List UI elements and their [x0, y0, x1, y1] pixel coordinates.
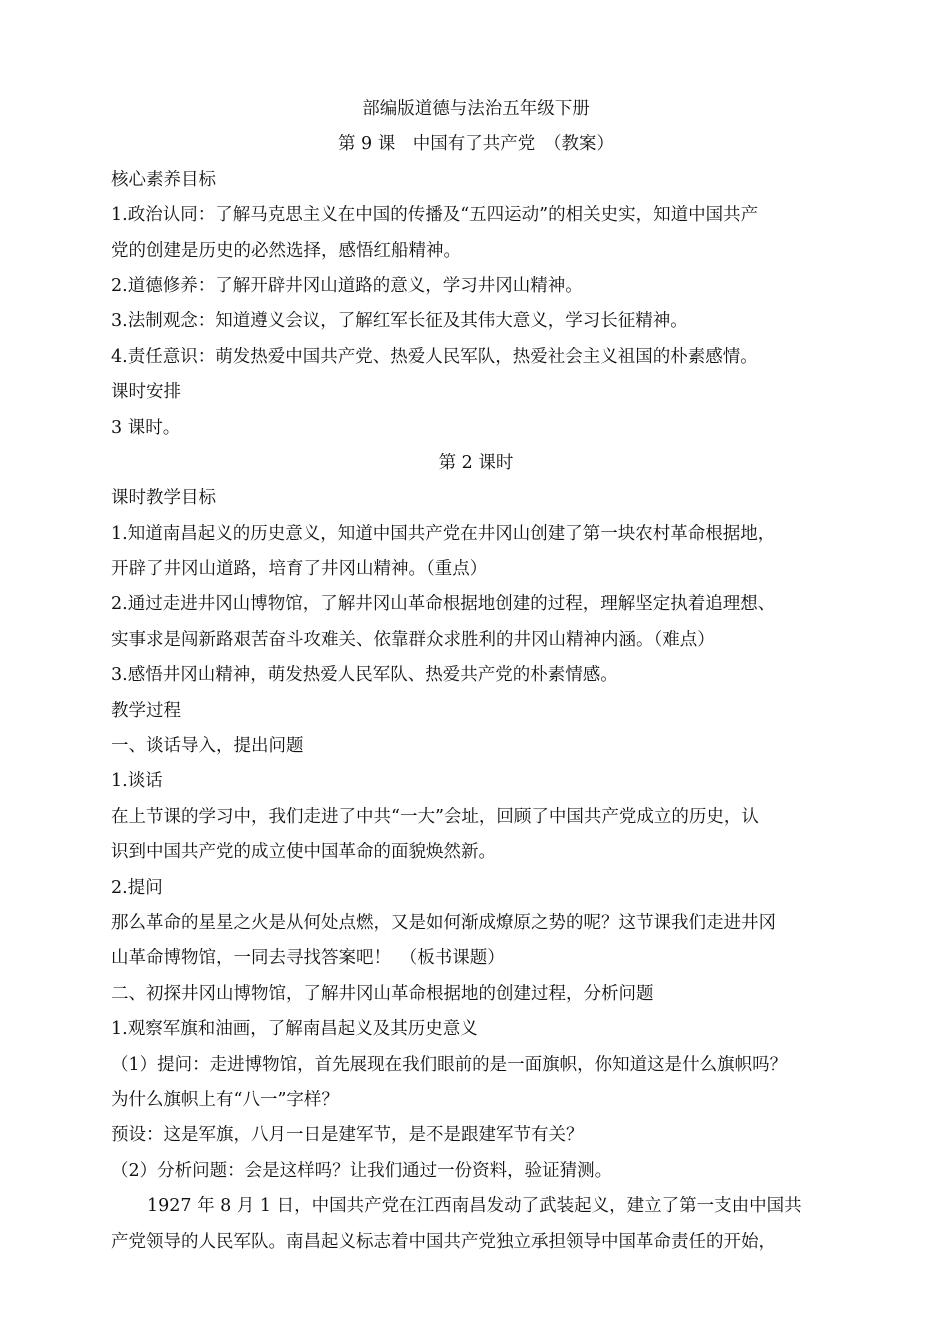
paragraph-line: 山革命博物馆，一同去寻找答案吧！ （板书课题）: [111, 948, 505, 969]
paragraph-line: 3.感悟井冈山精神，萌发热爱人民军队、热爱共产党的朴素情感。: [111, 665, 618, 686]
paragraph-line: 1927 年 8 月 1 日，中国共产党在江西南昌发动了武装起义，建立了第一支由中国共: [147, 1196, 802, 1217]
section-heading: 核心素养目标: [111, 169, 216, 190]
section-heading: 课时教学目标: [111, 488, 216, 509]
paragraph-line: 1.知道南昌起义的历史意义，知道中国共产党在井冈山创建了第一块农村革命根据地，: [111, 523, 776, 544]
paragraph-line: （1）提问：走进博物馆，首先展现在我们眼前的是一面旗帜，你知道这是什么旗帜吗？: [111, 1054, 788, 1075]
document-title: 部编版道德与法治五年级下册: [362, 99, 590, 119]
section-heading: 课时安排: [111, 382, 181, 403]
paragraph-line: 产党领导的人民军队。南昌起义标志着中国共产党独立承担领导中国革命责任的开始，: [111, 1231, 776, 1252]
paragraph-line: 为什么旗帜上有“八一”字样？: [111, 1089, 339, 1110]
paragraph-line: 4.责任意识：萌发热爱中国共产党、热爱人民军队，热爱社会主义祖国的朴素感情。: [111, 346, 758, 367]
paragraph-line: 实事求是闯新路艰苦奋斗攻难关、依靠群众求胜利的井冈山精神内涵。（难点）: [111, 629, 715, 650]
paragraph-line: 开辟了井冈山道路，培育了井冈山精神。（重点）: [111, 559, 488, 580]
document-page: [111, 92, 841, 1260]
paragraph-line: （2）分析问题：会是这样吗？让我们通过一份资料，验证猜测。: [111, 1160, 613, 1181]
paragraph-line: 1.观察军旗和油画，了解南昌起义及其历史意义: [111, 1019, 478, 1040]
paragraph-line: 识到中国共产党的成立使中国革命的面貌焕然新。: [111, 842, 496, 863]
section-heading: 二、初探井冈山博物馆，了解井冈山革命根据地的创建过程，分析问题: [111, 983, 654, 1004]
lesson-title: 第 9 课 中国有了共产党 （教案）: [337, 134, 614, 155]
section-heading: 教学过程: [111, 700, 181, 721]
paragraph-line: 1.政治认同：了解马克思主义在中国的传播及“五四运动”的相关史实，知道中国共产: [111, 205, 759, 226]
lesson-period-heading: 第 2 课时: [438, 452, 514, 473]
paragraph-line: 2.道德修养：了解开辟井冈山道路的意义，学习井冈山精神。: [111, 275, 583, 296]
paragraph-line: 3 课时。: [111, 417, 181, 438]
paragraph-line: 党的创建是历史的必然选择，感悟红船精神。: [111, 240, 461, 261]
section-heading: 一、谈话导入，提出问题: [111, 736, 304, 757]
paragraph-line: 3.法制观念：知道遵义会议，了解红军长征及其伟大意义，学习长征精神。: [111, 311, 688, 332]
paragraph-line: 2.通过走进井冈山博物馆，了解井冈山革命根据地创建的过程，理解坚定执着追理想、: [111, 594, 776, 615]
paragraph-line: 那么革命的星星之火是从何处点燃，又是如何渐成燎原之势的呢？这节课我们走进井冈: [111, 912, 776, 933]
paragraph-line: 2.提问: [111, 877, 163, 898]
paragraph-line: 在上节课的学习中，我们走进了中共“一大”会址，回顾了中国共产党成立的历史，认: [111, 806, 759, 827]
paragraph-line: 1.谈话: [111, 771, 163, 792]
paragraph-line: 预设：这是军旗，八月一日是建军节，是不是跟建军节有关？: [111, 1125, 584, 1146]
